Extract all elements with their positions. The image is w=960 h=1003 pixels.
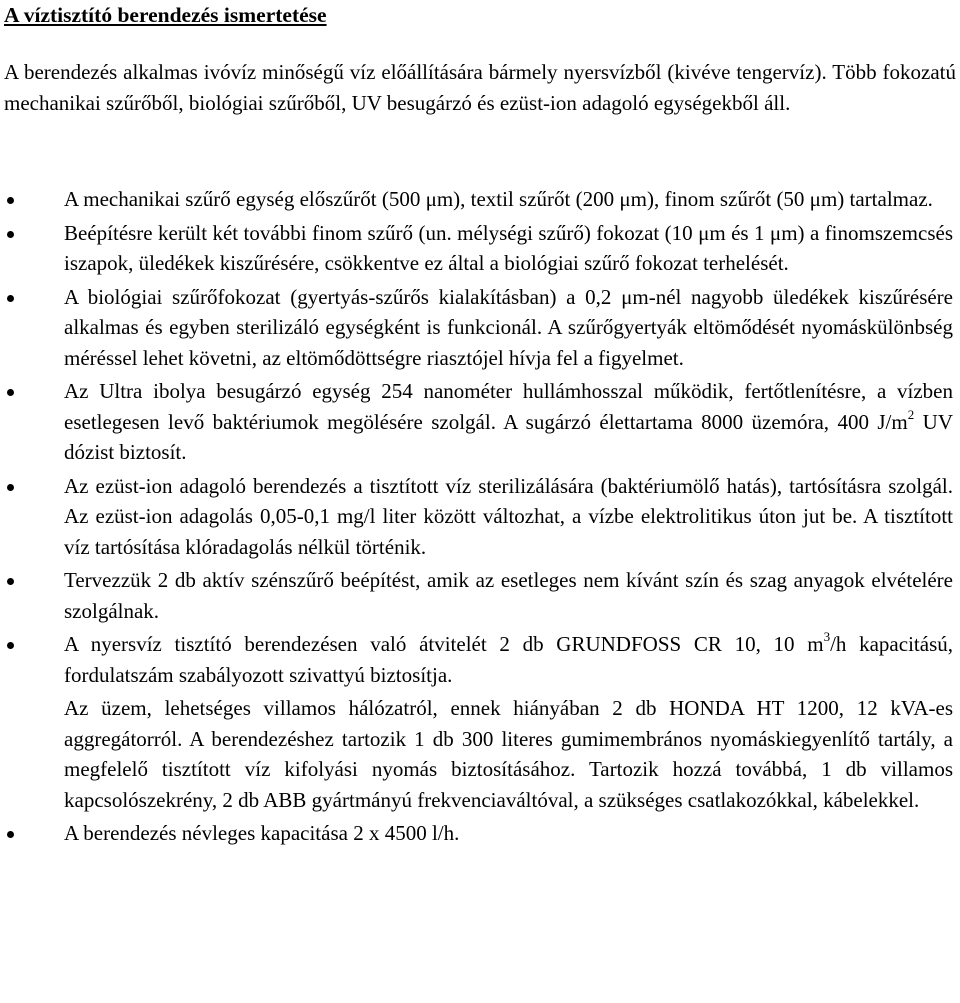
- list-item-text: Tervezzük 2 db aktív szénszűrő beépítést, amik az esetleges nem kívánt szín és szag anyagok elvételére szolgálnak.: [64, 568, 953, 623]
- list-item-text: Az Ultra ibolya besugárzó egység 254 nanométer hullámhosszal működik, fertőtlenítésre, a vízben esetlegesen levő baktériumok megölésére szolgál. A sugárzó élettartama 8000 üzemóra, 400 $J/m^2$ UV dózist biztosít.: [64, 379, 953, 464]
- bullet-icon: [7, 231, 14, 238]
- bullet-icon: [7, 642, 14, 649]
- list-item: [0, 818, 953, 849]
- list-item-text: Az ezüst-ion adagoló berendezés a tisztított víz sterilizálására (baktériumölő hatás), tartósításra szolgál. Az ezüst-ion adagolás 0,05-0,1 mg/l liter között változhat, a vízbe elektrolitikus úton jut be. A tisztított víz tartósítása klóradagolás nélkül történik.: [64, 473, 953, 559]
- list-item: [0, 282, 953, 374]
- list-item: [0, 184, 953, 215]
- list-item: [0, 629, 953, 690]
- bullet-icon: [7, 197, 14, 204]
- list-item-text: A biológiai szűrőfokozat (gyertyás-szűrős kialakításban) a 0,2 μm-nél nagyobb üledékek kiszűrésére alkalmas és egyben sterilizáló egységként is funkcionál. A szűrőgyertyák eltömődését nyomáskülönbség méréssel lehet követni, az eltömődöttségre riasztójel hívja fel a figyelmet.: [64, 284, 953, 370]
- list-item: [0, 376, 953, 468]
- page-title: A víztisztító berendezés ismertetése: [4, 3, 327, 27]
- intro-paragraph: A berendezés alkalmas ivóvíz minőségű víz előállítására bármely nyersvízből (kivéve tengervíz). Több fokozatú mechanikai szűrőből, biológiai szűrőből, UV besugárzó és ezüst-ion adagoló egységekből áll.: [4, 60, 956, 115]
- bullet-icon: [7, 295, 14, 302]
- list-item-text: A nyersvíz tisztító berendezésen való átvitelét 2 db GRUNDFOSS CR 10, 10 $m^3/h$ kapacitású, fordulatszám szabályozott szivattyú biztosítja.: [64, 629, 953, 687]
- list-item-text: A berendezés névleges kapacitása 2 x 4500 l/h.: [64, 821, 460, 845]
- list-item-text: Beépítésre került két további finom szűrő (un. mélységi szűrő) fokozat (10 μm és 1 μm) a finomszemcsés iszapok, üledékek kiszűrésére, csökkentve ez által a biológiai szűrő fokozat terhelését.: [64, 220, 953, 275]
- bullet-icon: [7, 484, 14, 491]
- bullet-icon: [7, 831, 14, 838]
- list-item: [0, 471, 953, 563]
- bullet-icon: [7, 389, 14, 396]
- list-item: [0, 218, 953, 279]
- superscript: 2: [907, 406, 915, 422]
- bullet-icon: [7, 578, 14, 585]
- bullet-list: [0, 184, 960, 852]
- superscript: 3: [823, 629, 831, 644]
- list-item-text: A mechanikai szűrő egység előszűrőt (500 μm), textil szűrőt (200 μm), finom szűrőt (50 μm) tartalmaz.: [64, 187, 933, 211]
- continuation-paragraph: Az üzem, lehetséges villamos hálózatról, ennek hiányában 2 db HONDA HT 1200, 12 kVA-es aggregátorról. A berendezéshez tartozik 1 db 300 literes gumimembrános nyomáskiegyenlítő tartály, a megfelelő tisztított víz kifolyási nyomás biztosításához. Tartozik hozzá továbbá, 1 db villamos kapcsolószekrény, 2 db ABB gyártmányú frekvenciaváltóval, a szükséges csatlakozókkal, kábelekkel.: [64, 696, 953, 812]
- list-item: [0, 565, 953, 626]
